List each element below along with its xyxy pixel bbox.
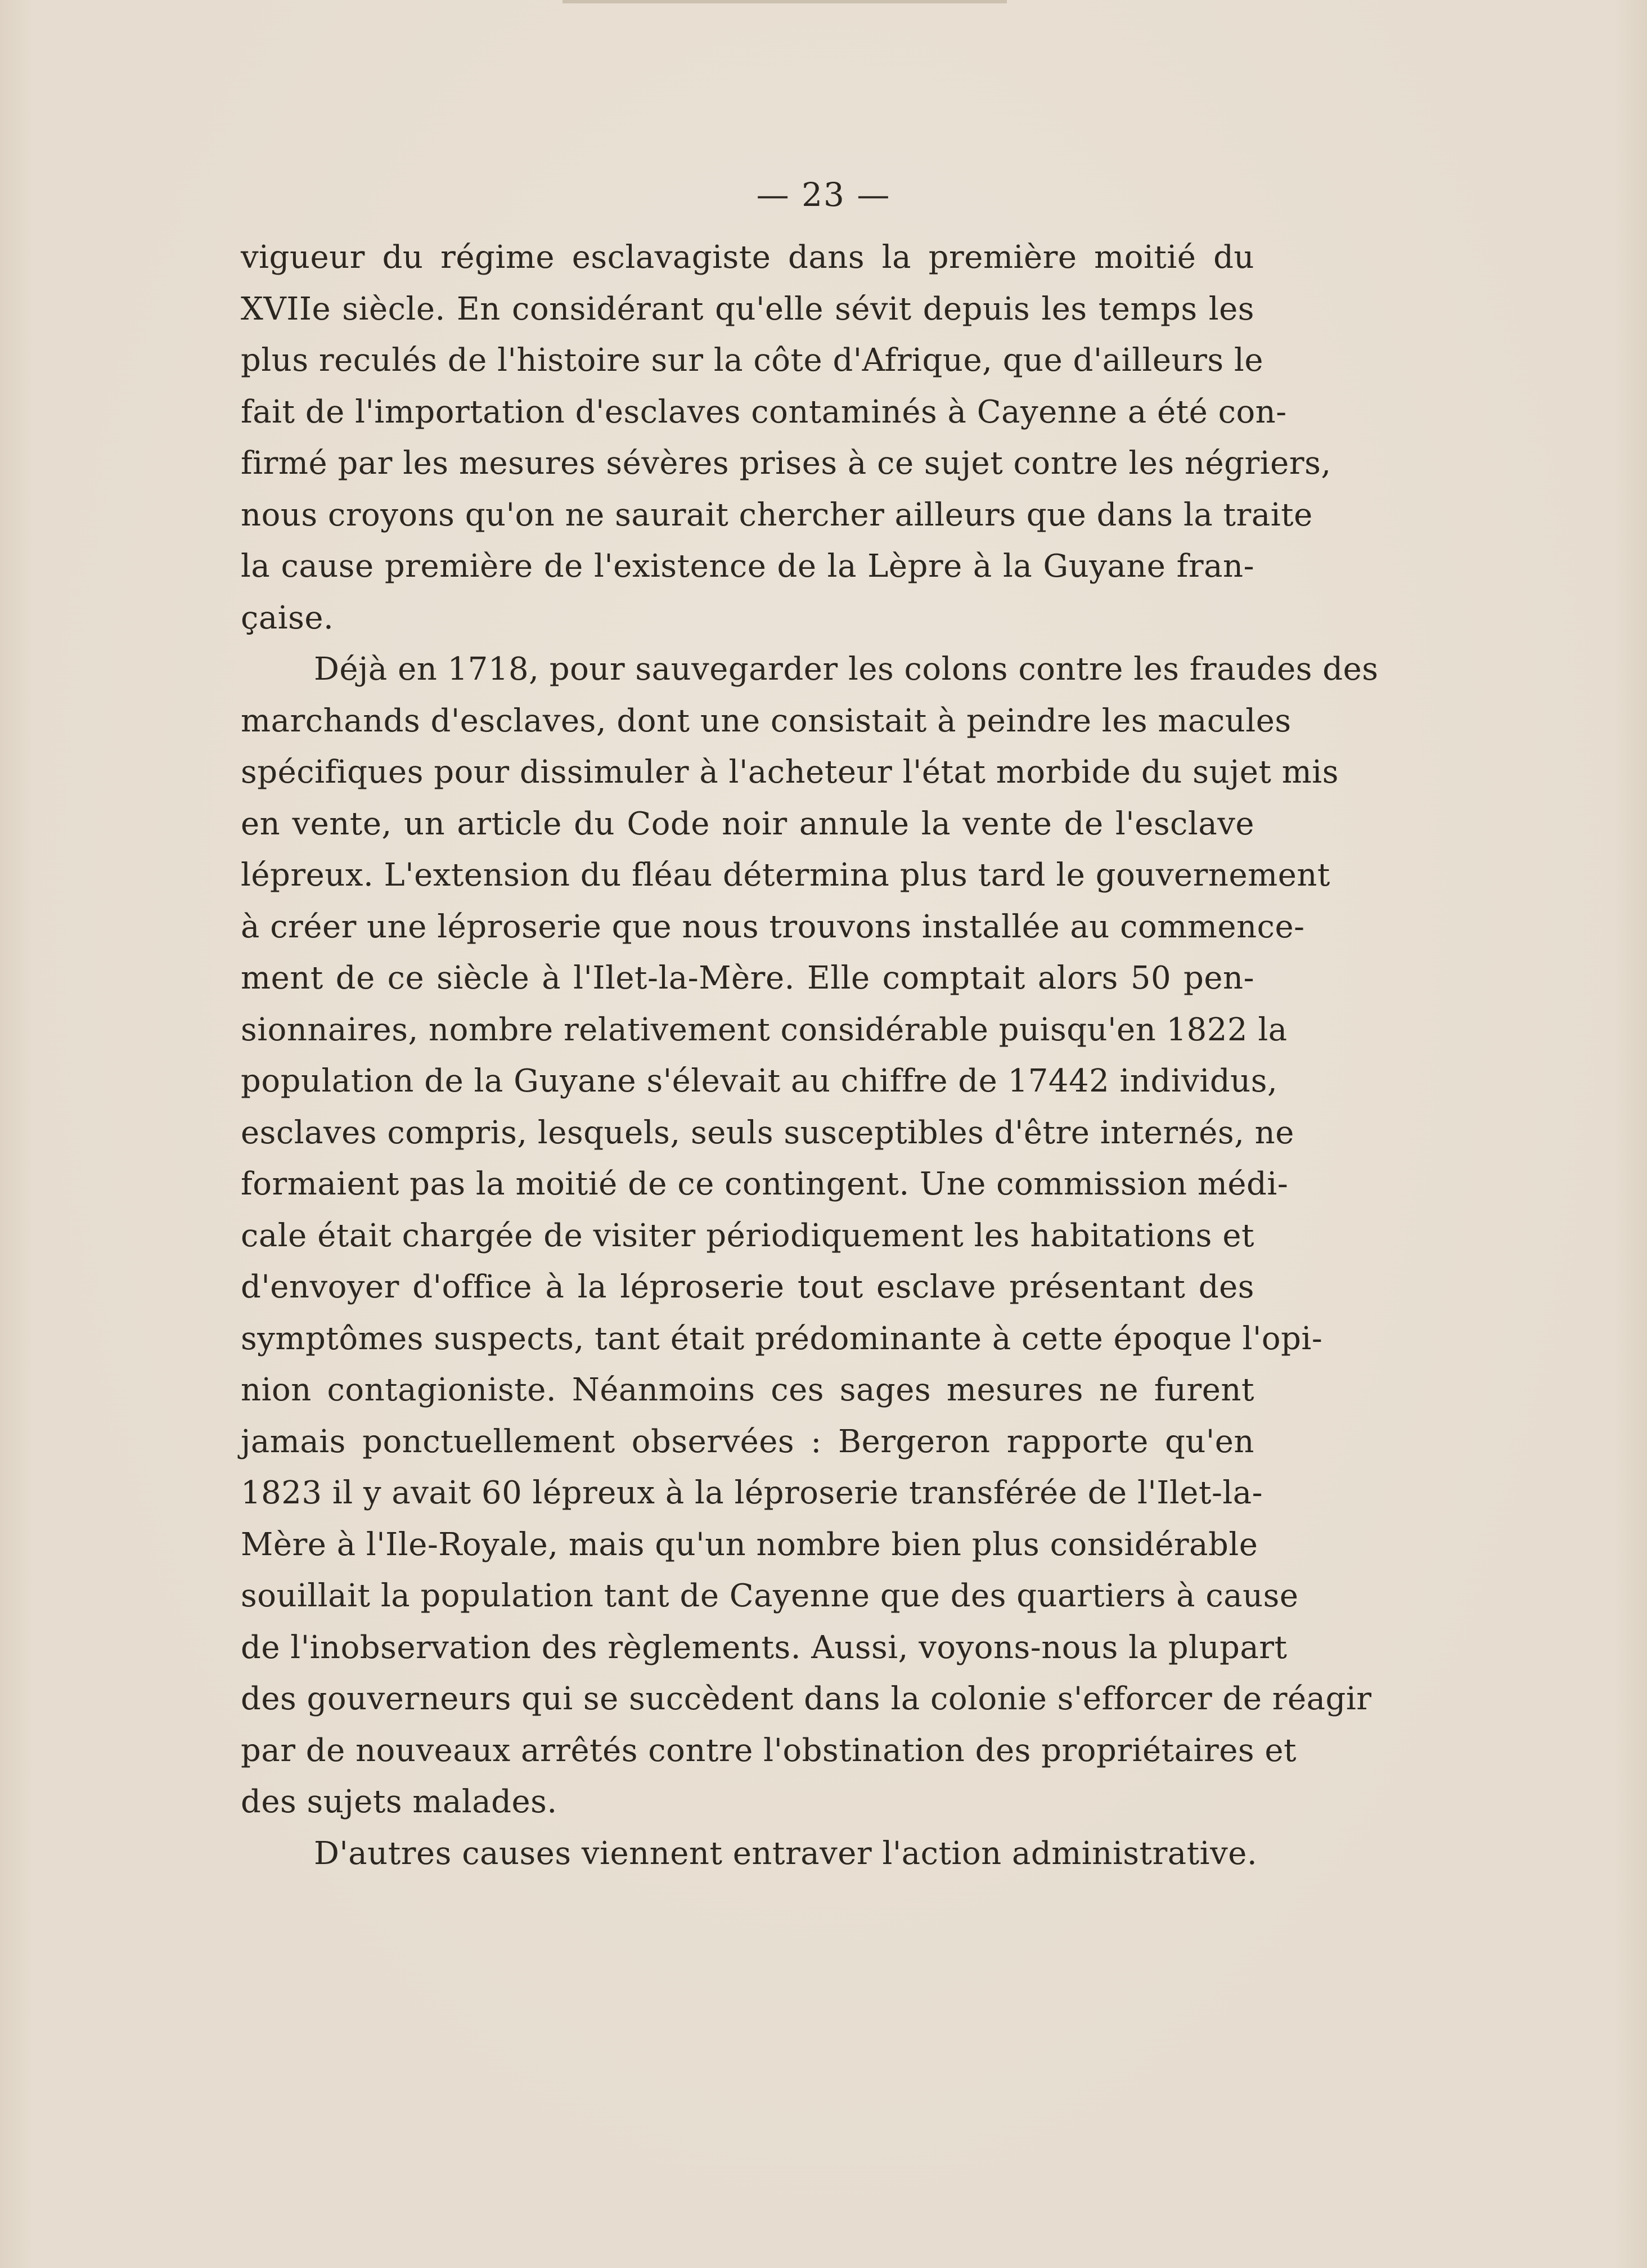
text-line: çaise. [241, 599, 334, 636]
text-line: d'envoyer d'office à la léproserie tout esclave présentant des [241, 1269, 1254, 1305]
text-line: ment de ce siècle à l'Ilet-la-Mère. Elle comptait alors 50 pen- [241, 960, 1254, 996]
text-line: esclaves compris, lesquels, seuls susceptibles d'être internés, ne [241, 1114, 1294, 1151]
text-line: spécifiques pour dissimuler à l'acheteur l'état morbide du sujet mis [241, 754, 1339, 791]
text-line: à créer une léproserie que nous trouvons installée au commence- [241, 908, 1305, 945]
text-line: en vente, un article du Code noir annule la vente de l'esclave [241, 805, 1254, 842]
text-line: marchands d'esclaves, dont une consistait à peindre les macules [241, 702, 1292, 739]
text-line: firmé par les mesures sévères prises à ce sujet contre les négriers, [241, 445, 1331, 482]
text-line: fait de l'importation d'esclaves contaminés à Cayenne a été con- [241, 393, 1287, 430]
text-line: formaient pas la moitié de ce contingent. Une commission médi- [241, 1166, 1289, 1202]
text-line: vigueur du régime esclavagiste dans la première moitié du [241, 239, 1254, 276]
text-line: sionnaires, nombre relativement considérable puisqu'en 1822 la [241, 1011, 1288, 1048]
text-line: des sujets malades. [241, 1784, 557, 1820]
text-line: 1823 il y avait 60 lépreux à la léproserie transférée de l'Ilet-la- [241, 1475, 1263, 1511]
paragraph-first-line: D'autres causes viennent entraver l'action administrative. [314, 1835, 1258, 1872]
text-line: souillait la population tant de Cayenne que des quartiers à cause [241, 1578, 1299, 1614]
text-line: nion contagioniste. Néanmoins ces sages mesures ne furent [241, 1372, 1254, 1408]
top-rule [562, 0, 1007, 3]
text-line: des gouverneurs qui se succèdent dans la colonie s'efforcer de réagir [241, 1681, 1372, 1717]
text-line: XVIIe siècle. En considérant qu'elle sévit depuis les temps les [241, 290, 1254, 327]
text-line: plus reculés de l'histoire sur la côte d'Afrique, que d'ailleurs le [241, 342, 1263, 379]
text-line: la cause première de l'existence de la Lèpre à la Guyane fran- [241, 548, 1254, 585]
text-line: nous croyons qu'on ne saurait chercher ailleurs que dans la traite [241, 496, 1313, 533]
text-line: Mère à l'Ile-Royale, mais qu'un nombre bien plus considérable [241, 1526, 1258, 1563]
paragraph-first-line: Déjà en 1718, pour sauvegarder les colons contre les fraudes des [314, 651, 1379, 688]
text-line: population de la Guyane s'élevait au chiffre de 17442 individus, [241, 1063, 1278, 1099]
body-text [241, 232, 1379, 1879]
text-line: de l'inobservation des règlements. Aussi, voyons-nous la plupart [241, 1629, 1288, 1666]
text-line: jamais ponctuellement observées : Bergeron rapporte qu'en [241, 1423, 1254, 1460]
text-line: lépreux. L'extension du fléau détermina plus tard le gouvernement [241, 857, 1330, 893]
text-line: cale était chargée de visiter périodiquement les habitations et [241, 1217, 1254, 1254]
text-line: par de nouveaux arrêtés contre l'obstination des propriétaires et [241, 1732, 1297, 1769]
text-line: symptômes suspects, tant était prédominante à cette époque l'opi- [241, 1320, 1323, 1357]
page-number: — 23 — [756, 176, 891, 214]
